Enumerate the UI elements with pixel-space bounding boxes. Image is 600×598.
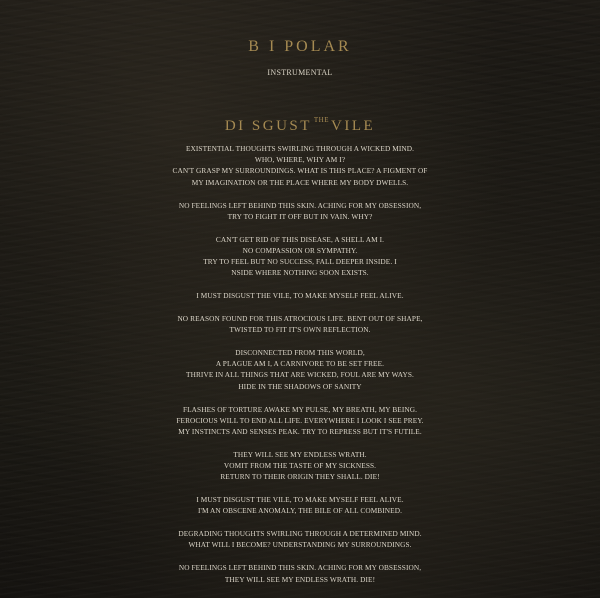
lyric-line: NO COMPASSION OR SYMPATHY.: [242, 245, 358, 255]
lyric-line: CAN'T GET RID OF THIS DISEASE, A SHELL AM I.: [215, 234, 385, 244]
lyric-stanza: [0, 528, 600, 550]
song-subtitle-instrumental: INSTRUMENTAL: [267, 68, 333, 77]
lyric-line: DEGRADING THOUGHTS SWIRLING THROUGH A DETERMINED MIND.: [178, 529, 422, 539]
song-title-superscript: THE: [313, 116, 330, 124]
lyric-stanza: [0, 290, 600, 301]
lyric-line: HIDE IN THE SHADOWS OF SANITY: [238, 381, 362, 391]
lyric-stanza: [0, 404, 600, 438]
lyric-stanza: [0, 200, 600, 222]
lyric-line: NO FEELINGS LEFT BEHIND THIS SKIN. ACHING FOR MY OBSESSION,: [178, 563, 422, 573]
song-title-disgust-the-vile: [0, 116, 600, 135]
lyric-line: I'M AN OBSCENE ANOMALY, THE BILE OF ALL COMBINED.: [198, 506, 402, 516]
lyric-stanza: [0, 313, 600, 335]
lyric-line: TWISTED TO FIT IT'S OWN REFLECTION.: [229, 325, 371, 335]
lyric-stanza: [0, 234, 600, 279]
lyric-stanza: [0, 143, 600, 188]
lyric-line: WHAT WILL I BECOME? UNDERSTANDING MY SURROUNDINGS.: [188, 540, 412, 550]
lyric-stanza: [0, 562, 600, 584]
song-title-bipolar: B I POLAR: [248, 38, 352, 55]
lyric-line: I MUST DISGUST THE VILE, TO MAKE MYSELF FEEL ALIVE.: [196, 495, 404, 505]
lyric-line: I MUST DISGUST THE VILE, TO MAKE MYSELF FEEL ALIVE.: [196, 291, 404, 301]
lyric-stanza: [0, 449, 600, 483]
lyrics-block: [0, 143, 600, 596]
lyric-line: MY INSTINCTS AND SENSES PEAK. TRY TO REPRESS BUT IT'S FUTILE.: [178, 426, 422, 436]
lyric-line: FEROCIOUS WILL TO END ALL LIFE. EVERYWHERE I LOOK I SEE PREY.: [176, 415, 424, 425]
lyric-stanza: [0, 347, 600, 392]
lyric-line: FLASHES OF TORTURE AWAKE MY PULSE, MY BREATH, MY BEING.: [182, 404, 418, 414]
lyric-line: TRY TO FEEL BUT NO SUCCESS, FALL DEEPER INSIDE. I: [203, 257, 397, 266]
lyric-line: DISCONNECTED FROM THIS WORLD,: [235, 348, 365, 358]
lyric-line: EXISTENTIAL THOUGHTS SWIRLING THROUGH A WICKED MIND.: [185, 144, 415, 153]
lyric-line: TRY TO FIGHT IT OFF BUT IN VAIN. WHY?: [227, 211, 373, 221]
lyric-line: WHO, WHERE, WHY AM I?: [254, 155, 346, 165]
lyric-line: A PLAGUE AM I, A CARNIVORE TO BE SET FREE.: [215, 359, 385, 369]
lyric-line: THEY WILL SEE MY ENDLESS WRATH. DIE!: [224, 574, 376, 584]
lyric-line: RETURN TO THEIR ORIGIN THEY SHALL. DIE!: [220, 472, 380, 482]
lyric-line: NO FEELINGS LEFT BEHIND THIS SKIN. ACHING FOR MY OBSESSION,: [178, 200, 422, 210]
lyric-line: NO REASON FOUND FOR THIS ATROCIOUS LIFE. BENT OUT OF SHAPE,: [177, 313, 423, 323]
lyric-line: CAN'T GRASP MY SURROUNDINGS. WHAT IS THIS PLACE? A FIGMENT OF: [172, 166, 428, 176]
lyric-line: MY IMAGINATION OR THE PLACE WHERE MY BODY DWELLS.: [191, 177, 409, 187]
lyric-line: THRIVE IN ALL THINGS THAT ARE WICKED, FOUL ARE MY WAYS.: [186, 370, 414, 380]
song-title-part-right: VILE: [331, 118, 376, 134]
lyric-line: THEY WILL SEE MY ENDLESS WRATH.: [233, 449, 367, 459]
lyric-line: VOMIT FROM THE TASTE OF MY SICKNESS.: [223, 461, 377, 471]
lyric-line: NSIDE WHERE NOTHING SOON EXISTS.: [231, 268, 369, 278]
song-title-part-left: DI SGUST: [224, 118, 312, 134]
lyric-stanza: [0, 494, 600, 516]
